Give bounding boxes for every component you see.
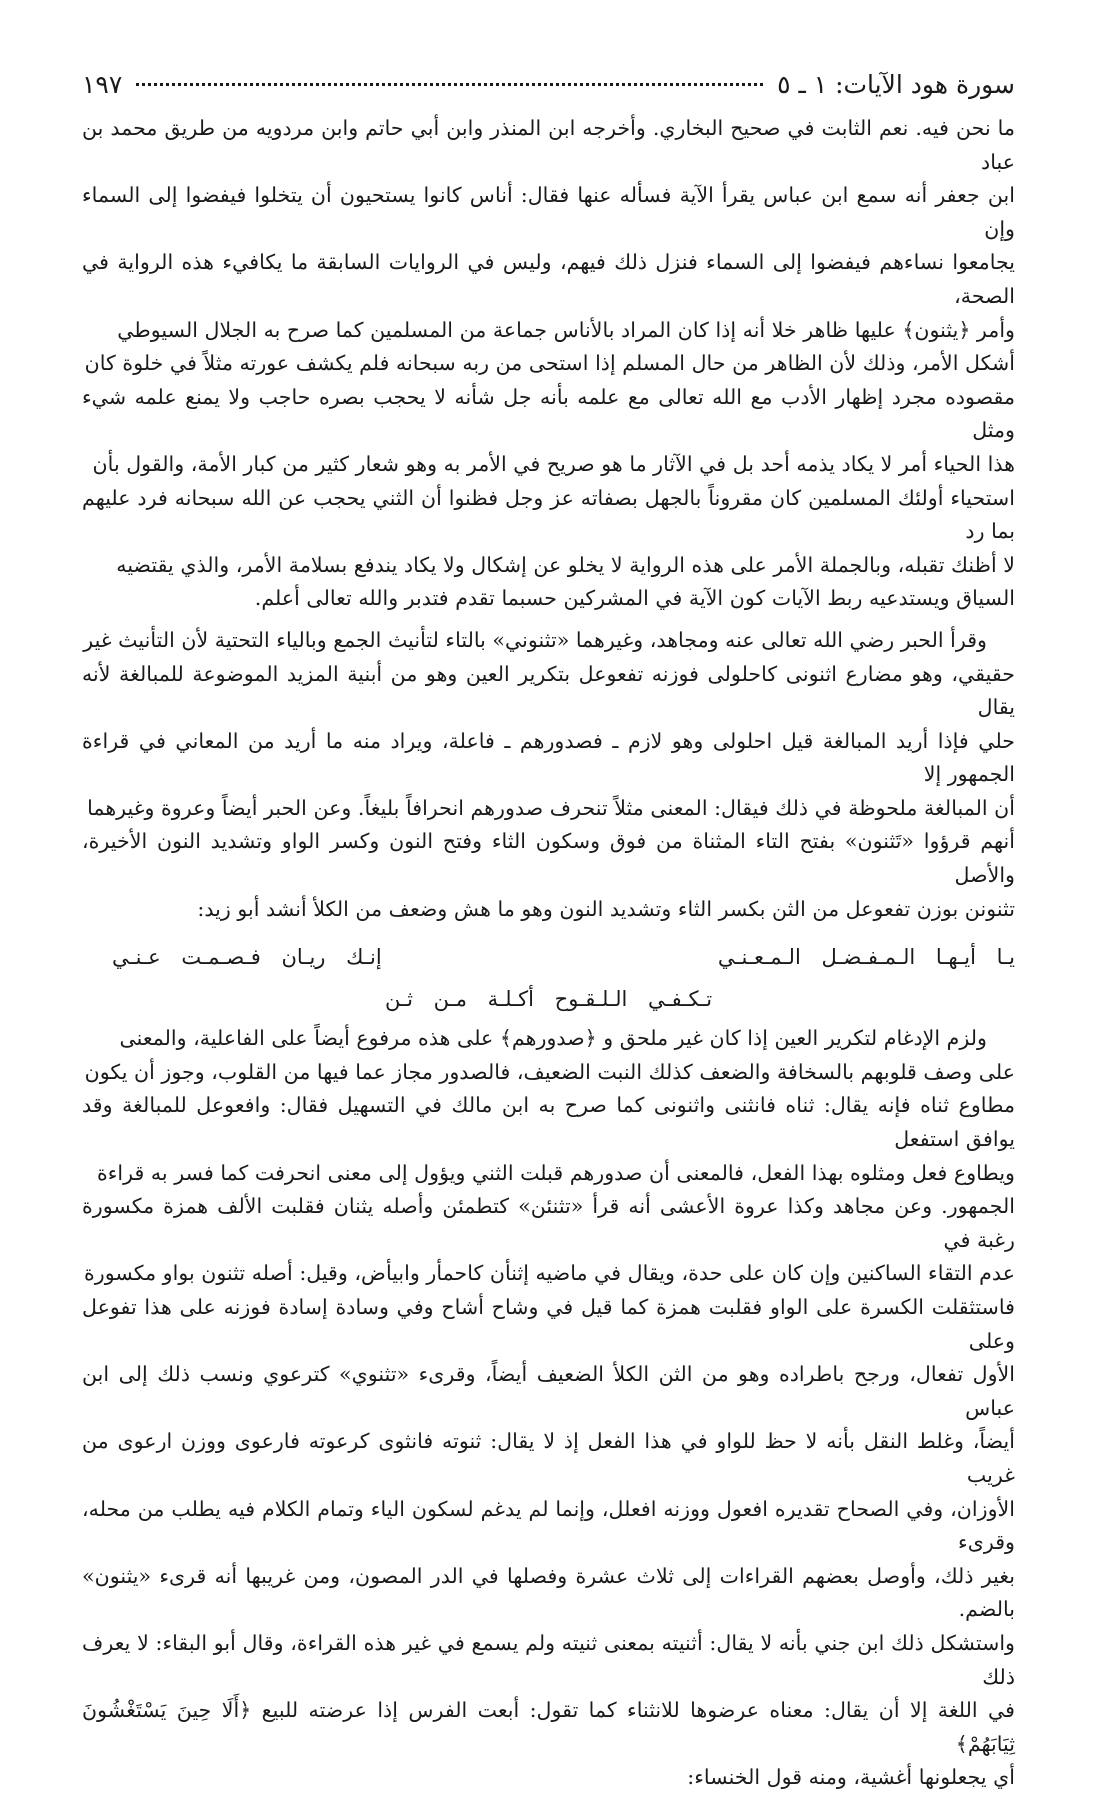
text-line: هذا الحياء أمر لا يكاد يذمه أحد بل في الآثار ما هو صريح في الأمر به وهو شعار كثير من كبار الأمة، والقول بأن [92, 451, 1015, 476]
text-line: حقيقي، وهو مضارع اثنونى كاحلولى فوزنه تفعوعل بتكرير العين وهو من أبنية المزيد الموضوعة للمبالغة لأنه يقال [82, 661, 1015, 720]
running-header [82, 68, 1015, 112]
text-line: حلي فإذا أريد المبالغة قيل احلولى وهو لازم ـ فصدورهم ـ فاعلة، ويراد منه ما أريد من المعاني في قراءة الجمهور إلا [82, 728, 1015, 787]
text-line: يجامعوا نساءهم فيفضوا إلى السماء فنزل ذلك فيهم، وليس في الروايات السابقة ما يكافيء هذه الرواية في الصحة، [82, 250, 1015, 308]
text-line: عدم التقاء الساكنين وإن كان على حدة، ويقال في ماضيه إثنأن كاحمأر وابيأض، وقيل: أصله تثنون بواو مكسورة [83, 1261, 1015, 1286]
text-line: الجمهور. وعن مجاهد وكذا عروة الأعشى أنه قرأ «تثنئن» كتطمئن وأصله يثنان فقلبت الألف همزة مكسورة رغبة في [82, 1194, 1015, 1252]
text-line: أشكل الأمر، وذلك لأن الظاهر من حال المسلم إذا استحى من ربه سبحانه فلم يكشف عورته مثلاً في خلوة كان [84, 351, 1015, 376]
paragraph-2 [82, 624, 1015, 926]
text-line: لا أظنك تقبله، وبالجملة الأمر على هذه الرواية لا يخلو عن إشكال ولا يكاد يندفع بسلامة الأمر، والذي يقتضيه [116, 552, 1015, 577]
paragraph-3 [82, 1022, 1015, 1795]
hemistich-first: يـا أيـهـا الـمـفـضـل الـمـعـنـي [717, 945, 1015, 970]
poem-verse [82, 938, 1015, 1018]
text-line: مقصوده مجرد إظهار الأدب مع الله تعالى مع علمه بأنه جل شأنه لا يحجب بصره حاجب ولا يمنع علمه شيء ومثل [82, 384, 1015, 443]
text-line: ما نحن فيه. نعم الثابت في صحيح البخاري. وأخرجه ابن المنذر وابن أبي حاتم وابن مردويه من طريق محمد بن عباد [82, 116, 1015, 174]
poem-line-1 [82, 938, 1015, 976]
text-line: ولزم الإدغام لتكرير العين إذا كان غير ملحق و ﴿صدورهم﴾ على هذه مرفوع أيضاً على الفاعلية، والمعنى [119, 1026, 987, 1051]
text-line: فاستثقلت الكسرة على الواو فقلبت همزة كما قيل في وشاح أشاح وفي وسادة إسادة فوزنه على هذا تفوعل وعلى [82, 1295, 1015, 1353]
commentary-body [82, 112, 1015, 1795]
paragraph-1 [82, 112, 1015, 616]
poem-line-2: تـكـفـي الـلـقـوح أكـلـة مـن ثـن [384, 987, 713, 1012]
text-line: الأول تفعال، ورجح باطراده وهو من الثن الكلأ الضعيف أيضاً، وقرىء «تثنوي» كترعوي ونسب ذلك إلى ابن عباس [82, 1362, 1015, 1420]
text-line: أي يجعلونها أغشية، ومنه قول الخنساء: [687, 1765, 1015, 1790]
text-line: استحياء أولئك المسلمين كان مقروناً بالجهل بصفاته عز وجل فظنوا أن الثني يحجب عن الله سبحانه فرد عليهم بما رد [82, 485, 1015, 544]
text-line: السياق ويستدعيه ربط الآيات كون الآية في المشركين حسبما تقدم فتدبر والله تعالى أعلم. [254, 586, 1015, 611]
hemistich-second: إنـك ريـان فـصـمـت عـنـي [112, 945, 382, 970]
surah-title: سورة هود الآيات: ١ ـ ٥ [777, 70, 1015, 99]
text-line: بغير ذلك، وأوصل بعضهم القراءات إلى ثلاث عشرة وفصلها في الدر المصون، ومن غريبها أنه قرىء «يثنون» بالضم. [82, 1563, 1015, 1622]
text-line: على وصف قلوبهم بالسخافة والضعف كذلك النبت الضعيف، فالصدور مجاز عما فيها من القلوب، وجوز أن يكون [84, 1059, 1015, 1084]
dotted-leader [136, 83, 763, 86]
text-line: تثنونن بوزن تفعوعل من الثن بكسر الثاء وتشديد النون وهو ما هش وضعف من الكلأ أنشد أبو زيد: [197, 896, 1015, 921]
text-line: ويطاوع فعل ومثلوه بهذا الفعل، فالمعنى أن صدورهم قبلت الثني ويؤول إلى معنى انحرفت كما فسر به قراءة [96, 1160, 1015, 1185]
text-line: ابن جعفر أنه سمع ابن عباس يقرأ الآية فسأله عنها فقال: أناس كانوا يستحيون أن يتخلوا فيفضوا إلى السماء وإن [82, 183, 1015, 241]
text-line: وأمر ﴿يثنون﴾ عليها ظاهر خلا أنه إذا كان المراد بالأناس جماعة من المسلمين كما صرح به الجلال السيوطي [117, 317, 1015, 342]
text-line: الأوزان، وفي الصحاح تقديره افعول ووزنه افعلل، وإنما لم يدغم لسكون الياء وتمام الكلام فيه يطلب من محله، وقرىء [82, 1496, 1015, 1555]
text-line: وقرأ الحبر رضي الله تعالى عنه ومجاهد، وغيرهما «تثنوني» بالتاء لتأنيث الجمع وبالياء التحتية لأن التأنيث غير [83, 627, 987, 652]
text-line: في اللغة إلا أن يقال: معناه عرضوها للانثناء كما تقول: أبعت الفرس إذا عرضته للبيع ﴿أَلَا حِينَ يَسْتَغْشُونَ ثِيَابَهُمْ﴾ [82, 1698, 1015, 1756]
text-line: واستشكل ذلك ابن جني بأنه لا يقال: أثنيته بمعنى ثنيته ولم يسمع في غير هذه القراءة، وقال أبو البقاء: لا يعرف ذلك [82, 1630, 1015, 1689]
text-line: أنهم قرؤوا «تَثنون» بفتح التاء المثناة من فوق وسكون الثاء وفتح النون وكسر الواو وتشديد النون الأخيرة، والأصل [82, 829, 1015, 888]
page-number: ١٩٧ [82, 70, 123, 99]
text-line: أيضاً، وغلط النقل بأنه لا حظ للواو في هذا الفعل إذ لا يقال: ثنوته فانثوى كرعوته فارعوى ووزن ارعوى من غريب [82, 1429, 1015, 1487]
text-line: مطاوع ثناه فإنه يقال: ثناه فانثنى واثنونى كما صرح به ابن مالك في التسهيل فقال: وافعوعل للمبالغة وقد يوافق استفعل [82, 1093, 1015, 1152]
text-line: أن المبالغة ملحوظة في ذلك فيقال: المعنى مثلاً تنحرف صدورهم انحرافاً بليغاً. وعن الحبر أيضاً وعروة وغيرهما [87, 795, 1015, 820]
